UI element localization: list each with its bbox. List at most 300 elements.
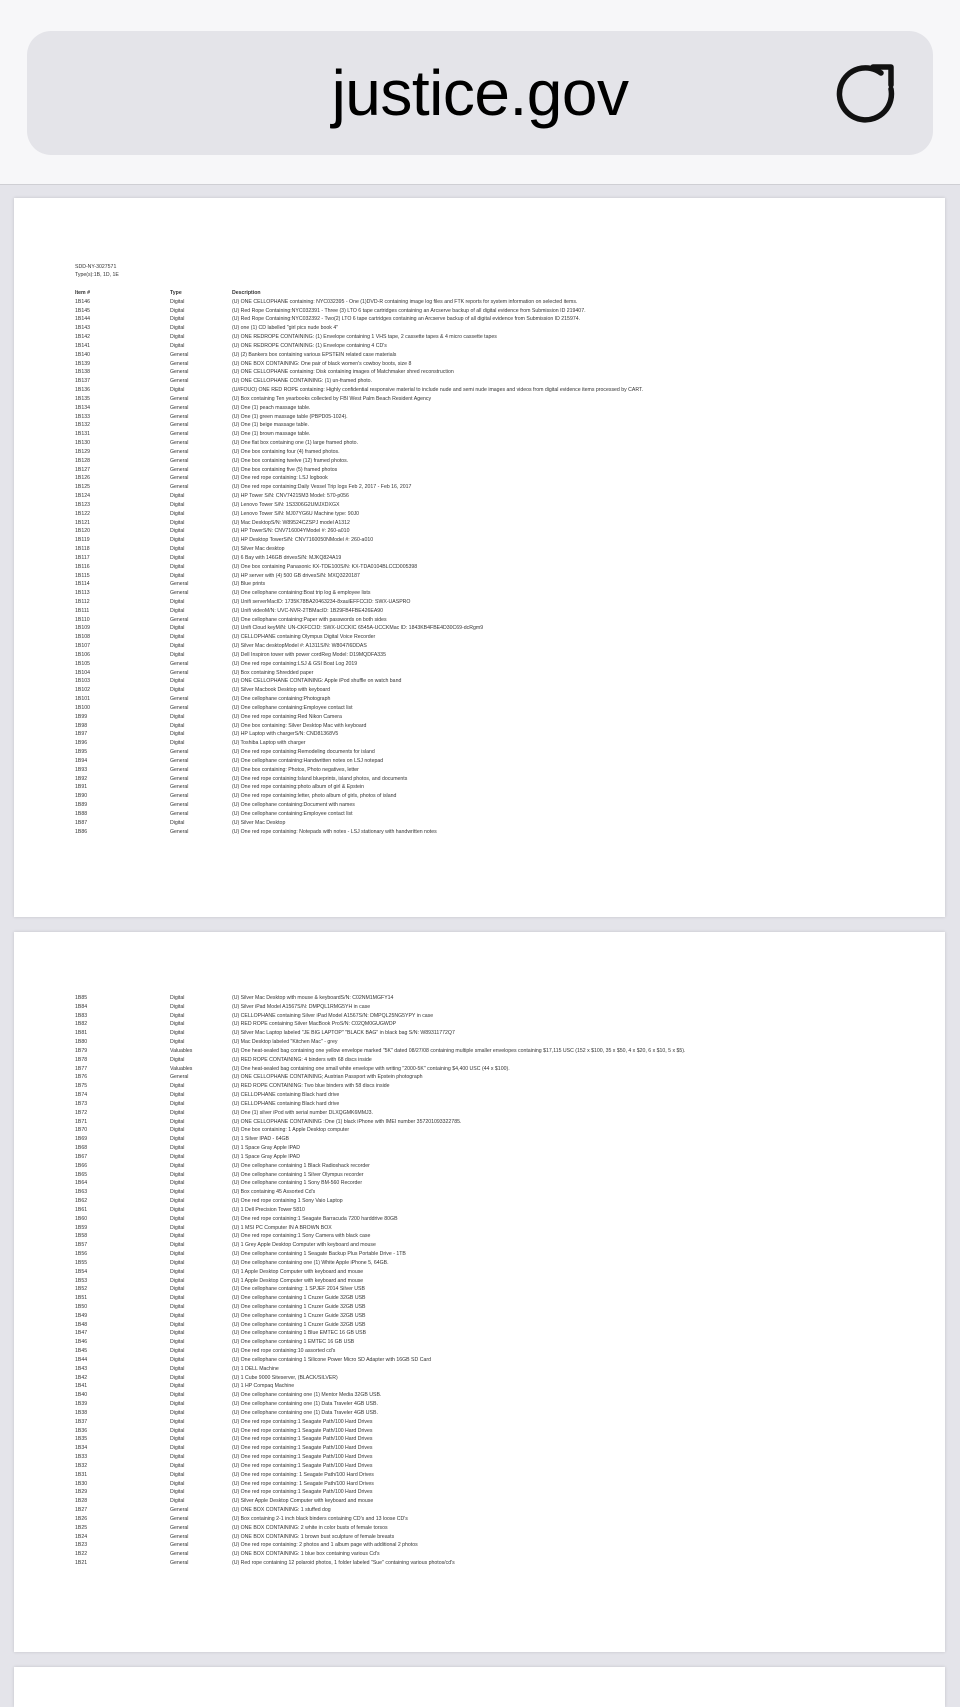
item-number: 1B136 [75,387,91,394]
item-type: Digital [170,1303,185,1310]
table-row [75,1038,925,1047]
item-type: General [170,704,189,711]
item-number: 1B132 [75,422,91,429]
item-number: 1B61 [75,1206,88,1213]
item-type: Digital [170,1242,185,1249]
table-row [75,1285,925,1294]
item-type: Digital [170,1021,185,1028]
item-description: (U) One (1) green massage table (PBPD05-1024). [232,413,348,420]
item-type: General [170,1551,189,1558]
table-row [75,633,925,642]
item-description: (U) One cellophane containing 1 Black Radioshack recorder [232,1162,370,1169]
item-number: 1B131 [75,431,91,438]
item-number: 1B60 [75,1215,88,1222]
item-number: 1B47 [75,1330,88,1337]
item-description: (U) Unifi videoM/N: UVC-NVR-2TBMacID: 1B29FB4FBE426EA90 [232,607,384,614]
table-row [75,395,925,404]
item-number: 1B56 [75,1251,88,1258]
item-description: (U) HP Tower S/N: CNV74215M3 Model: 570-p056 [232,493,349,500]
item-type: General [170,378,189,385]
item-description: (U) 1 Space Gray Apple IPAD [232,1145,300,1152]
item-type: Digital [170,1356,185,1363]
table-row [75,1259,925,1268]
table-row [75,1082,925,1091]
item-number: 1B88 [75,810,88,817]
table-row [75,1206,925,1215]
item-number: 1B129 [75,448,91,455]
item-number: 1B125 [75,484,91,491]
table-row [75,1179,925,1188]
table-row [75,1073,925,1082]
item-type: Digital [170,493,185,500]
item-number: 1B116 [75,563,90,570]
table-row [75,324,925,333]
item-type: Digital [170,713,185,720]
item-type: Digital [170,1330,185,1337]
item-description: (U) CELLOPHANE containing Olympus Digital Voice Recorder [232,634,376,641]
item-number: 1B101 [75,696,91,703]
item-number: 1B146 [75,298,91,305]
table-row [75,510,925,519]
item-number: 1B65 [75,1171,88,1178]
table-row [75,1347,925,1356]
item-description: (U) Silver Macbook Desktop with keyboard [232,687,331,694]
item-type: Digital [170,1374,185,1381]
document-page-2 [14,932,945,1652]
item-number: 1B64 [75,1180,88,1187]
table-row [75,1188,925,1197]
table-row [75,554,925,563]
item-number: 1B107 [75,643,91,650]
item-number: 1B68 [75,1145,88,1152]
item-type: Digital [170,1259,185,1266]
item-number: 1B86 [75,828,88,835]
item-number: 1B85 [75,995,88,1001]
item-description: (U) Blue prints [232,581,266,588]
item-number: 1B69 [75,1136,88,1143]
item-description: (U) CELLOPHANE containing Silver iPad Model A1567S/N: DMPQL25NG5YPY in case [232,1012,434,1019]
table-row [75,589,925,598]
item-type: Digital [170,1012,185,1019]
item-number: 1B135 [75,395,91,402]
item-number: 1B137 [75,378,91,385]
item-number: 1B74 [75,1092,88,1099]
item-description: (U) (2) Bankers box containing various EPSTEIN related case materials [232,351,397,358]
item-description: (U) 1 Silver IPAD - 64GB [232,1136,289,1143]
table-row [75,1224,925,1233]
item-number: 1B22 [75,1551,88,1558]
item-number: 1B30 [75,1480,88,1487]
document-page-1 [14,198,945,917]
item-description: (U) One red rope containing: 2 photos and 1 album page with additional 2 photos [232,1542,418,1549]
table-row [75,1400,925,1409]
item-number: 1B123 [75,501,91,508]
item-description: (U) One red rope containing:1 Seagate Barracuda 7200 harddrive 80GB [232,1215,398,1222]
table-row [75,695,925,704]
item-description: (U) One red rope containing:LSJ & GSI Boat Log 2019 [232,660,358,667]
table-row [75,466,925,475]
item-description: (U) One box containing Panasonic KX-TDE100S/N: KX-TDA0104BLCCD005398 [232,563,418,570]
item-type: Digital [170,1251,185,1258]
item-number: 1B127 [75,466,91,473]
item-number: 1B63 [75,1189,88,1196]
item-type: General [170,590,189,597]
table-row [75,1365,925,1374]
table-row [75,792,925,801]
item-type: Digital [170,1418,185,1425]
item-type: General [170,793,189,800]
item-type: Digital [170,1118,185,1125]
table-row [75,377,925,386]
table-row [75,607,925,616]
item-number: 1B140 [75,351,91,358]
item-type: General [170,484,189,491]
item-type: Digital [170,1454,185,1461]
table-row [75,1126,925,1135]
item-description: (U) Unifi Cloud keyM/N: UN-CKFCCID: SWX-UCCKIC 6545A-UCCKMac ID: 1843KB4FBE4D30C69-dcRgm9 [232,625,484,632]
table-row [75,677,925,686]
item-description: (U) One box containing: Photos, Photo negatives, letter [232,766,359,773]
item-description: (U) One cellophane containing 1 Cruzer Guide 32GB USB [232,1295,366,1302]
table-row [75,1047,925,1056]
item-type: Digital [170,334,185,341]
item-description: (U) One box containing twelve (12) framed photos. [232,457,349,464]
item-type: General [170,422,189,429]
item-type: General [170,1542,189,1549]
table-row [75,669,925,678]
table-row [75,342,925,351]
table-row [75,686,925,695]
item-type: Digital [170,1286,185,1293]
item-type: Digital [170,1312,185,1319]
item-description: (U) RED ROPE CONTAINING: Two blue binders with 58 discs inside [232,1083,390,1090]
item-type: Digital [170,510,185,517]
item-description: (U) ONE CELLOPHANE CONTAINING: (1) un-framed photo. [232,378,373,385]
item-number: 1B92 [75,775,88,782]
item-number: 1B118 [75,546,90,553]
item-description: (U) HP Desktop TowerS/N: CNV7160050NModel #: 260-a010 [232,537,374,544]
item-type: Digital [170,1401,185,1408]
item-number: 1B90 [75,793,88,800]
item-number: 1B143 [75,325,91,332]
item-number: 1B134 [75,404,91,411]
table-row [75,474,925,483]
table-row [75,307,925,316]
table-row [75,757,925,766]
item-description: (U) One heat-sealed bag containing one small white envelope with writing "2000-5K" containing $4,400 USC (44 x $100). [232,1065,510,1072]
item-type: General [170,475,189,482]
item-number: 1B128 [75,457,91,464]
item-description: (U) One red rope containing:1 Seagate Path/100 Hard Drives [232,1462,373,1469]
item-description: (U) Silver Mac Desktop [232,819,286,826]
item-description: (U) One cellophane containing one (1) White Apple iPhone 5, 64GB. [232,1259,389,1266]
item-description: (U) HP Laptop with chargerS/N: CND81368V5 [232,731,339,738]
table-row [75,1250,925,1259]
item-type: Digital [170,1127,185,1134]
table-row [75,801,925,810]
item-number: 1B84 [75,1003,88,1010]
item-type: Digital [170,678,185,685]
item-type: Digital [170,1498,185,1505]
table-row [75,580,925,589]
item-type: General [170,1524,189,1531]
item-type: Digital [170,643,185,650]
item-description: (U) One (1) peach massage table. [232,404,311,411]
item-description: (U) One cellophane containing:Boat trip log & employee lists [232,590,371,597]
table-row [75,1338,925,1347]
item-number: 1B57 [75,1242,88,1249]
table-row [75,722,925,731]
item-type: Digital [170,387,185,394]
item-type: General [170,360,189,367]
item-type: Digital [170,598,185,605]
table-row [75,333,925,342]
item-type: Digital [170,1136,185,1143]
item-type: Digital [170,298,185,305]
item-type: Digital [170,1233,185,1240]
table-row [75,298,925,307]
item-type: Digital [170,563,185,570]
item-number: 1B103 [75,678,91,685]
item-number: 1B55 [75,1259,88,1266]
table-row [75,1471,925,1480]
table-row [75,1100,925,1109]
reload-icon[interactable] [833,59,901,127]
item-type: Digital [170,1480,185,1487]
item-number: 1B93 [75,766,88,773]
item-description: (U) ONE REDROPE CONTAINING: (1) Envelope containing 4 CD's [232,342,387,349]
item-type: Digital [170,1277,185,1284]
item-description: (U) Mac Desktop labeled "Kitchen Mac" - grey [232,1039,338,1046]
table-row [75,1382,925,1391]
item-description: (U) One red rope containing: Notepads with notes - LSJ stationary with handwritten notes [232,828,437,835]
item-number: 1B24 [75,1533,88,1540]
item-description: (U) Red Rope Containing:NYC032391 - Three (3) LTO 6 tape cartridges containing an Arcserve backup of all digital evidence from Submission ID 219407. [232,307,586,314]
table-row [75,1427,925,1436]
item-description: (U) One cellophane containing:Paper with passwords on both sides [232,616,387,623]
item-number: 1B99 [75,713,88,720]
item-number: 1B98 [75,722,88,729]
table-row [75,1533,925,1542]
item-description: (U) 1 Space Gray Apple IPAD [232,1153,300,1160]
item-number: 1B51 [75,1295,88,1302]
item-description: (U) ONE CELLOPHANE CONTAINING; Austrian Passport with Epstein photograph [232,1074,423,1081]
table-row [75,660,925,669]
item-type: General [170,696,189,703]
item-type: General [170,581,189,588]
item-description: (U) One red rope containing: 1 Seagate Path/100 Hard Drives [232,1471,374,1478]
table-row [75,315,925,324]
item-number: 1B32 [75,1462,88,1469]
table-row [75,1303,925,1312]
item-number: 1B96 [75,740,88,747]
item-description: (U) 1 HP Compaq Machine [232,1383,295,1390]
item-type: General [170,749,189,756]
item-type: Digital [170,1392,185,1399]
table-row [75,519,925,528]
item-description: (U) One red rope containing:photo album of girl & Epstein [232,784,365,791]
item-description: (U) Box containing Ten yearbooks collected by FBI West Palm Beach Resident Agency [232,395,432,402]
item-number: 1B45 [75,1348,88,1355]
table-row [75,404,925,413]
item-type: Digital [170,1189,185,1196]
table-row [75,819,925,828]
item-description: (U) One cellophane containing:Employee contact list [232,704,353,711]
item-type: Digital [170,1092,185,1099]
item-number: 1B130 [75,440,91,447]
item-number: 1B124 [75,493,91,500]
item-description: (U) 1 Grey Apple Desktop Computer with keyboard and mouse [232,1242,376,1249]
table-row [75,1374,925,1383]
item-description: (U) One cellophane containing:Handwritten notes on LSJ notepad [232,757,384,764]
item-description: (U) One cellophane containing one (1) Mentor Media 32GB USB. [232,1392,382,1399]
item-type: Digital [170,731,185,738]
item-type: Digital [170,1427,185,1434]
item-type: Digital [170,1180,185,1187]
item-number: 1B102 [75,687,91,694]
table-row [75,1065,925,1074]
table-row [75,1232,925,1241]
table-row [75,1312,925,1321]
address-bar[interactable] [27,31,933,155]
item-number: 1B77 [75,1065,88,1072]
item-description: (U) Unifi serverMacID: 1735K78BA20463234-8xaulEFFCCID: SWX-UASPRO [232,598,411,605]
item-description: (U) ONE BOX CONTAINING: One pair of black women's cowboy boots, size 8 [232,360,412,367]
table-row [75,563,925,572]
item-number: 1B79 [75,1047,88,1054]
item-description: (U) Box containing 45 Assorted Cd's [232,1189,316,1196]
item-description: (U) One cellophane containing:Document with names [232,802,355,809]
item-description: (U) Red rope containing 12 polaroid photos, 1 folder labeled "Sue" containing various photos/cd's [232,1560,455,1566]
item-description: (U) One red rope containing 1 Sony Vaio Laptop [232,1198,343,1205]
table-row [75,748,925,757]
table-header-row [75,289,925,298]
item-number: 1B91 [75,784,88,791]
table-row [75,1550,925,1559]
item-description: (U) One red rope containing:Remodeling documents for island [232,749,375,756]
item-number: 1B87 [75,819,88,826]
item-number: 1B75 [75,1083,88,1090]
item-type: General [170,351,189,358]
address-domain[interactable]: justice.gov [331,57,629,129]
item-type: Digital [170,1109,185,1116]
table-row [75,1524,925,1533]
item-number: 1B71 [75,1118,88,1125]
item-type: Digital [170,1171,185,1178]
table-row [75,1435,925,1444]
item-number: 1B72 [75,1109,88,1116]
table-row [75,1559,925,1568]
item-description: (U) Silver Apple Desktop Computer with keyboard and mouse [232,1498,374,1505]
item-type: Digital [170,325,185,332]
item-description: (U) CELLOPHANE containing Black hard drive [232,1092,340,1099]
item-type: Digital [170,528,185,535]
table-row [75,351,925,360]
item-description: (U) One cellophane containing: 1 SPJEF 2014 Silver USB [232,1286,365,1293]
item-number: 1B145 [75,307,91,314]
item-type: General [170,404,189,411]
item-type: General [170,766,189,773]
item-description: (U) One red rope containing:1 Seagate Path/100 Hard Drives [232,1489,373,1496]
table-row [75,501,925,510]
table-row [75,1268,925,1277]
item-description: (U) One box containing five (5) framed photos [232,466,338,473]
item-type: Digital [170,1436,185,1443]
table-row [75,1197,925,1206]
item-description: (U) One cellophane containing:Employee contact list [232,810,353,817]
table-row [75,775,925,784]
table-row [75,421,925,430]
table-row [75,527,925,536]
item-number: 1B27 [75,1507,88,1514]
item-description: (U) One box containing: 1 Apple Desktop computer [232,1127,350,1134]
item-type: General [170,660,189,667]
table-row [75,1453,925,1462]
item-number: 1B21 [75,1560,88,1566]
item-description: (U) One red rope containing:Island blueprints, island photos, and documents [232,775,408,782]
item-number: 1B112 [75,598,90,605]
item-type: Digital [170,1321,185,1328]
item-description: (U//FOUO) ONE RED ROPE containing: Highly confidential responsive material to include nude and semi nude images and videos from digital evidence items processed by CART. [232,387,644,394]
item-description: (U) One cellophane containing 1 Cruzer Guide 32GB USB [232,1312,366,1319]
item-description: (U) One (1) brown massage table. [232,431,311,438]
table-row [75,1003,925,1012]
item-type: Digital [170,501,185,508]
column-header-description: Description [232,290,261,296]
table-row [75,457,925,466]
table-row [75,1029,925,1038]
item-type: General [170,440,189,447]
item-description: (U) One red rope containing:1 Sony Camera with black case [232,1233,371,1240]
table-row [75,1241,925,1250]
item-type: General [170,1507,189,1514]
item-description: (U) 1 DELL Machine [232,1365,279,1372]
item-description: (U) Silver Mac Desktop with mouse & keyboardS/N: C02NM1MGFY14 [232,995,394,1001]
item-description: (U) One cellophane containing 1 Silicone Power Micro SD Adapter with 16GB SD Card [232,1356,431,1363]
item-description: (U) 1 Cube 9000 Siteserver, (BLACK/SILVER) [232,1374,338,1381]
item-number: 1B50 [75,1303,88,1310]
item-type: General [170,810,189,817]
table-row [75,783,925,792]
item-number: 1B35 [75,1436,88,1443]
table-row [75,1444,925,1453]
item-description: (U) Silver Mac desktop [232,546,285,553]
table-row [75,642,925,651]
item-type: General [170,1515,189,1522]
item-description: (U) ONE CELLOPHANE containing: Disk containing images of Matchmaker shred reconstruction [232,369,454,376]
item-number: 1B122 [75,510,91,517]
table-row [75,1418,925,1427]
item-number: 1B26 [75,1515,88,1522]
item-number: 1B117 [75,554,90,561]
table-row [75,994,925,1003]
item-description: (U) One cellophane containing 1 Silver Olympus recorder [232,1171,364,1178]
item-number: 1B58 [75,1233,88,1240]
table-row [75,1391,925,1400]
table-row [75,651,925,660]
evidence-table-continued [75,994,925,1568]
item-number: 1B104 [75,669,91,676]
item-type: General [170,457,189,464]
item-type: Digital [170,1295,185,1302]
item-type: Valuables [170,1065,193,1072]
item-description: (U) One red rope containing: LSJ logbook [232,475,328,482]
item-type: Digital [170,1198,185,1205]
item-description: (U) One box containing: Silver Desktop Mac with keyboard [232,722,367,729]
item-type: Valuables [170,1047,193,1054]
item-number: 1B29 [75,1489,88,1496]
item-description: (U) One (1) silver iPod with serial number DLXQGMK6MMJ3. [232,1109,373,1116]
